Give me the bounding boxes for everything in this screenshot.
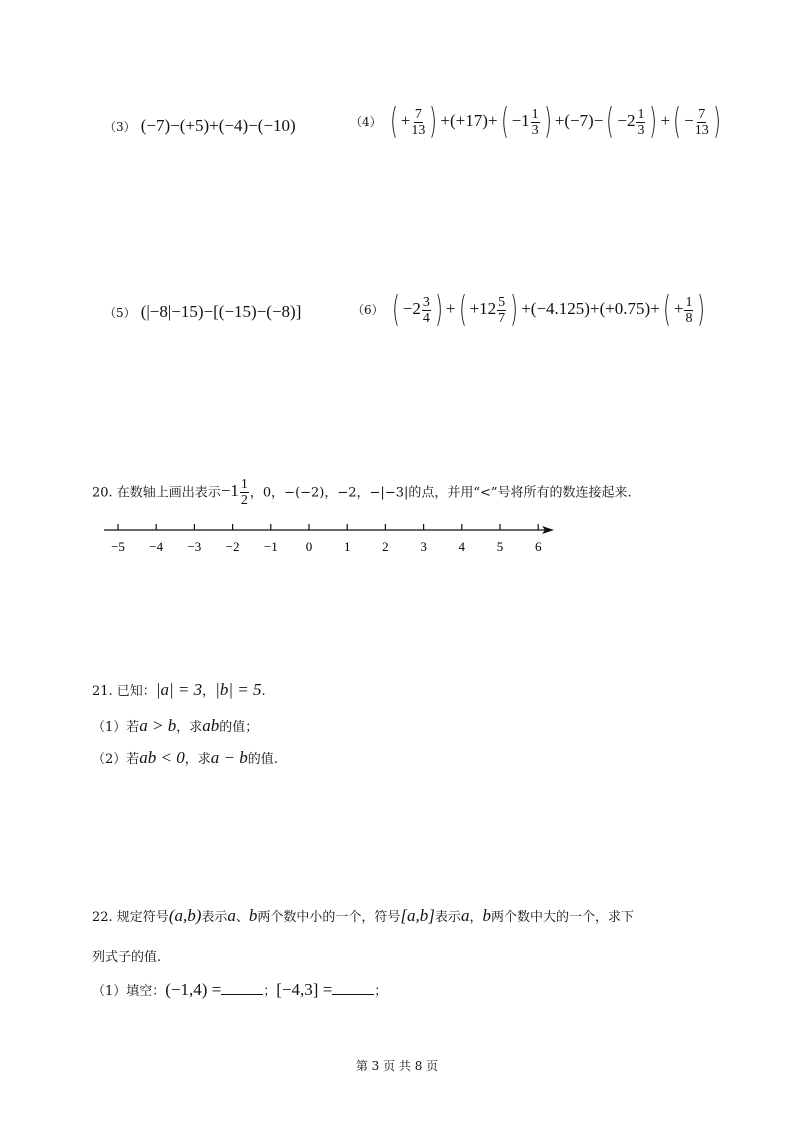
problem-6: [352, 289, 709, 330]
problem-3-label: （3）: [104, 120, 136, 134]
problem-6-label: （6）: [352, 302, 384, 317]
answer-blank-1[interactable]: [221, 982, 263, 995]
number-line-tick-label: −2: [225, 539, 240, 554]
question-21-part-2: （2）若ab < 0，求a − b的值.: [92, 748, 278, 767]
number-line-tick-label: 5: [496, 539, 504, 554]
problem-6-expression: ( −2 $\frac{3}{4}$ ) +( +12 $\frac{5}{7}$ ) +(−4.125)+(+0.75)+( + $\frac{1}{8}$ ): [391, 289, 706, 330]
number-line-tick-label: 1: [343, 539, 351, 554]
number-line-tick-label: 2: [382, 539, 389, 554]
number-line-tick-label: 6: [534, 539, 542, 554]
abs-a-condition: |a| = 3: [155, 680, 203, 699]
problem-4: [350, 101, 724, 142]
number-line-tick-label: −5: [111, 539, 125, 554]
question-20-text: 20. 在数轴上画出表示−1 $\frac{1}{2}$ ，0，−(−2)，−2，−|−3|的点，并用“<”号将所有的数连接起来.: [92, 477, 632, 508]
question-21-text: 21. 已知：|a| = 3，|b| = 5.: [92, 680, 266, 699]
question-22-line-1: 22. 规定符号(a,b)表示a、b两个数中小的一个，符号[a,b]表示a，b两个数中大的一个，求下: [92, 906, 634, 925]
page-footer: 第 3 页 共 8 页: [355, 1059, 439, 1073]
problem-3-expression: (−7)−(+5)+(−4)−(−10): [140, 116, 296, 135]
number-line-tick-label: −3: [187, 539, 202, 554]
number-line-tick-label: −1: [263, 539, 278, 554]
problem-5: [104, 302, 301, 322]
question-22-line-2: 列式子的值.: [92, 950, 162, 965]
number-line: [96, 520, 566, 562]
problem-4-label: （4）: [350, 114, 382, 129]
abs-b-condition: |b| = 5: [215, 680, 262, 699]
problem-3: [104, 116, 296, 136]
number-line-tick-label: −4: [149, 539, 164, 554]
problem-4-expression: ( + $\frac{7}{13}$ ) +(+17)+( −1 $\frac{1}{3}$ ) +(−7)−( −2 $\frac{1}{3}$ ) +( − $\frac{7}{13}$ ): [389, 101, 721, 142]
problem-5-label: （5）: [104, 306, 136, 320]
question-22-part-1: （1）填空：(−1,4) = ；[−4,3] = ；: [92, 980, 388, 999]
number-line-tick-label: 3: [420, 539, 427, 554]
number-line-tick-label: 0: [305, 539, 313, 554]
number-line-tick-label: 4: [458, 539, 466, 554]
answer-blank-2[interactable]: [332, 982, 374, 995]
question-21-part-1: （1）若a > b，求ab的值；: [92, 716, 259, 735]
problem-5-expression: (|−8|−15)−[(−15)−(−8)]: [140, 302, 302, 321]
